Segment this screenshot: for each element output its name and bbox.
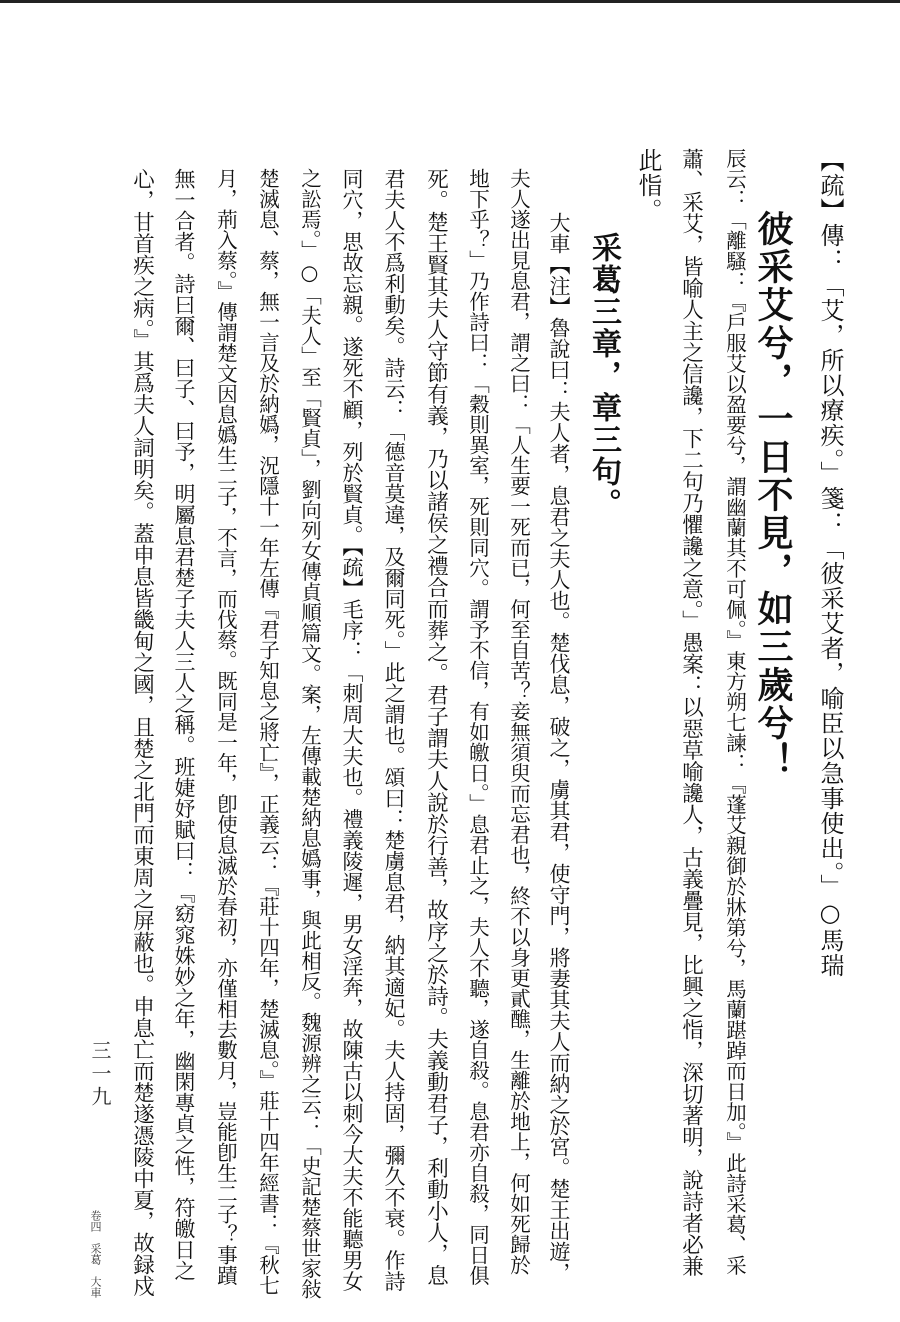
page-number: 三一九 <box>88 1040 112 1109</box>
commentary-column: 夫人遂出見息君，謂之曰：「人生要一死而已，何至自苦？妾無須臾而忘君也，終不以身更貳醮，生離於地上，何如死歸於 <box>506 168 531 1275</box>
commentary-column: 月，荊入蔡。』傳謂楚文因息嬀生二子，不言，而伐蔡。既同是一年，卽使息滅於春初，亦僅相去數月，豈能卽生二子？事蹟 <box>213 168 238 1286</box>
commentary-column: 地下乎？」乃作詩曰：「穀則異室，死則同穴。謂予不信，有如皦日。」息君止之，夫人不聽，遂自殺。息君亦自殺，同日俱 <box>465 168 490 1286</box>
poem-line: 彼采艾兮，一日不見，如三歲兮！ <box>752 210 794 780</box>
commentary-column: 蕭、采艾，皆喻人主之信讒，下二句乃懼讒之意。」愚案：以惡草喻讒人，古義疊見，比興之恉，深切著明，說詩者必兼 <box>678 148 704 1277</box>
commentary-column: 此恉。 <box>634 148 662 223</box>
commentary-column: 大車【注】魯說曰：夫人者，息君之夫人也。楚伐息，破之，虜其君，使守門，將妻其夫人而納之於宮。楚王出遊， <box>547 212 571 1283</box>
commentary-column: 死。楚王賢其夫人守節有義，乃以諸侯之禮合而葬之。君子謂夫人說於行善，故序之於詩。夫義動君子，利動小人，息 <box>423 168 449 1286</box>
commentary-column: 【疏】傳：「艾，所以療疾。」箋：「彼采艾者，喻臣以急事使出。」○馬瑞 <box>816 148 844 978</box>
commentary-column: 無一合者。詩曰爾、曰子、曰予，明屬息君楚子夫人三人之稱。班婕妤賦曰：『窈窕姝妙之年，幽閑專貞之性，符皦日之 <box>172 168 196 1281</box>
section-heading: 采葛三章，章三句。 <box>586 232 621 520</box>
commentary-column: 心，甘首疾之病。』其爲夫人詞明矣。蓋申息皆畿甸之國，且楚之北門而東周之屏蔽也。申息亡而楚遂憑陵中夏，故録戍 <box>129 168 155 1297</box>
commentary-column: 辰云：「離騷：『戶服艾以盈要兮，謂幽蘭其不可佩。』東方朔七諫：『蓬艾親御於牀第兮，馬蘭踸踔而日加。』此詩采葛、采 <box>722 148 747 1276</box>
commentary-column: 之訟焉。」○「夫人」至「賢貞」，劉向列女傳貞順篇文。案，左傳載楚納息嬀事，與此相反。魏源辨之云：「史記楚蔡世家敍 <box>297 168 322 1299</box>
commentary-column: 同穴，思故忘親。遂死不顧，列於賢貞。【疏】毛序：「刺周大夫也。禮義陵遲，男女淫奔，故陳古以刺今大夫不能聽男女 <box>340 168 364 1292</box>
commentary-column: 楚滅息、蔡，無一言及於納嬀，況隱十一年左傳『君子知息之將亡』，正義云：『莊十四年，楚滅息。』莊十四年經書：『秋七 <box>255 168 280 1296</box>
page-top-rule <box>0 0 900 3</box>
running-head: 卷四 采葛 大車 <box>89 1210 102 1298</box>
commentary-column: 君夫人不爲利動矣。詩云：「德音莫違，及爾同死。」此之謂也。頌曰：楚虜息君，納其適妃。夫人持固，彌久不衰。作詩 <box>382 168 406 1292</box>
